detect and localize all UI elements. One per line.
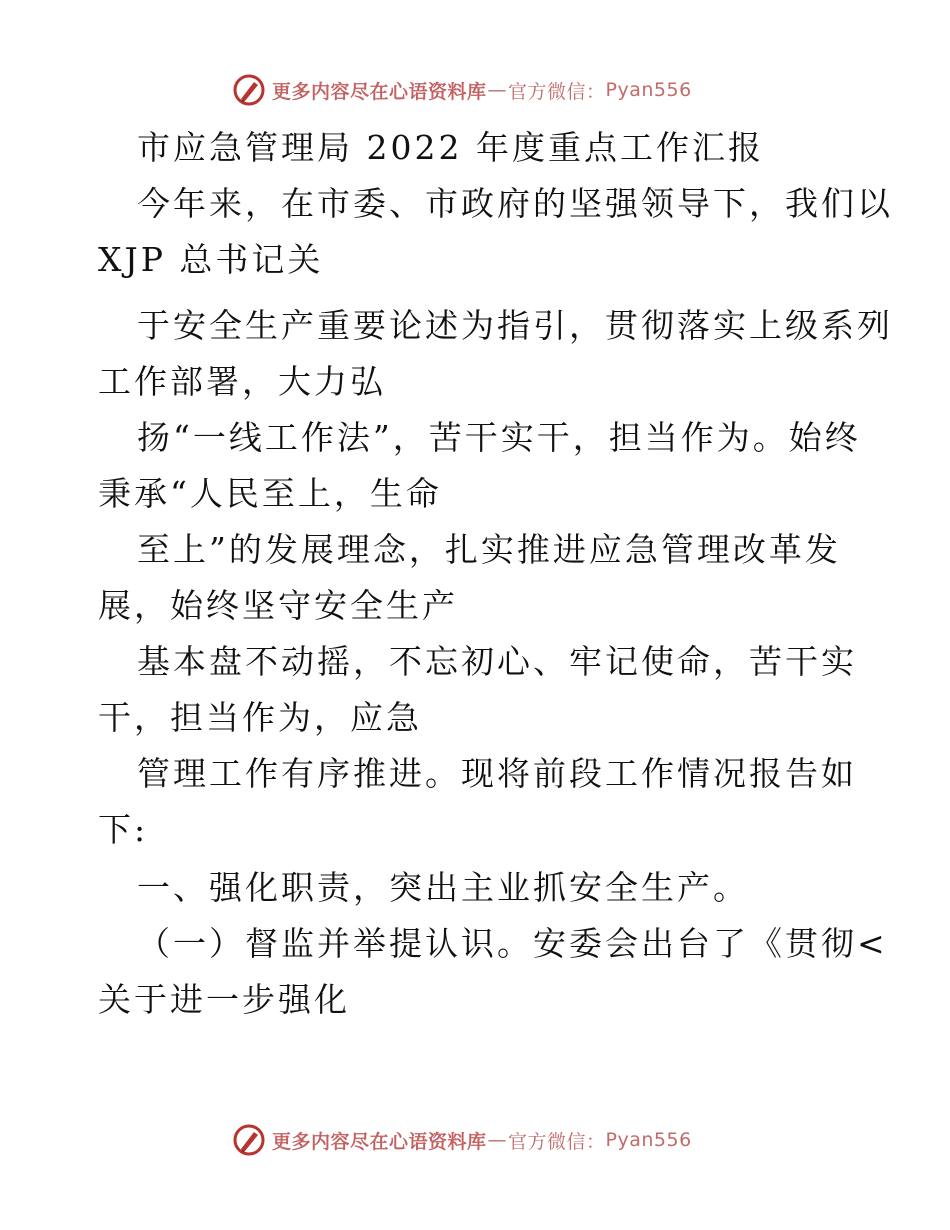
watermark-banner-top	[232, 72, 692, 108]
watermark-account-label: 官方微信：	[508, 80, 606, 103]
pen-logo-icon	[232, 73, 266, 107]
paragraph-line: 展，始终坚守安全生产	[98, 586, 458, 625]
paragraph-line: 管理工作有序推进。现将前段工作情况报告如	[137, 754, 857, 793]
pen-logo-icon	[232, 1123, 266, 1157]
paragraph-line: 于安全生产重要论述为指引，贯彻落实上级系列	[137, 306, 893, 345]
paragraph-line: 关于进一步强化	[98, 980, 350, 1019]
section-heading: 一、强化职责，突出主业抓安全生产。	[137, 868, 749, 907]
paragraph-line: 干，担当作为，应急	[98, 698, 422, 737]
paragraph-line: 下:	[98, 810, 149, 849]
watermark-slogan: 更多内容尽在心语资料库	[272, 80, 487, 103]
watermark-slogan: 更多内容尽在心语资料库	[272, 1130, 487, 1153]
paragraph-line: 秉承“人民至上，生命	[98, 474, 442, 513]
watermark-text	[272, 1127, 692, 1154]
paragraph-line: XJP 总书记关	[98, 240, 324, 279]
watermark-handle: Pyan556	[605, 79, 692, 101]
subsection-heading: （一）督监并举提认识。安委会出台了《贯彻<	[137, 924, 888, 963]
paragraph-line: 扬“一线工作法”，苦干实干，担当作为。始终	[137, 418, 861, 457]
paragraph-line: 工作部署，大力弘	[98, 362, 386, 401]
watermark-account-label: 官方微信：	[508, 1130, 606, 1153]
watermark-text	[272, 77, 692, 104]
watermark-handle: Pyan556	[605, 1129, 692, 1151]
watermark-dash: —	[487, 79, 508, 101]
document-title: 市应急管理局 2022 年度重点工作汇报	[137, 128, 764, 167]
paragraph-line: 至上”的发展理念，扎实推进应急管理改革发	[137, 530, 841, 569]
paragraph-line: 基本盘不动摇，不忘初心、牢记使命，苦干实	[137, 642, 857, 681]
watermark-banner-bottom	[232, 1122, 692, 1158]
watermark-dash: —	[487, 1129, 508, 1151]
paragraph-line: 今年来，在市委、市政府的坚强领导下，我们以	[137, 184, 893, 223]
